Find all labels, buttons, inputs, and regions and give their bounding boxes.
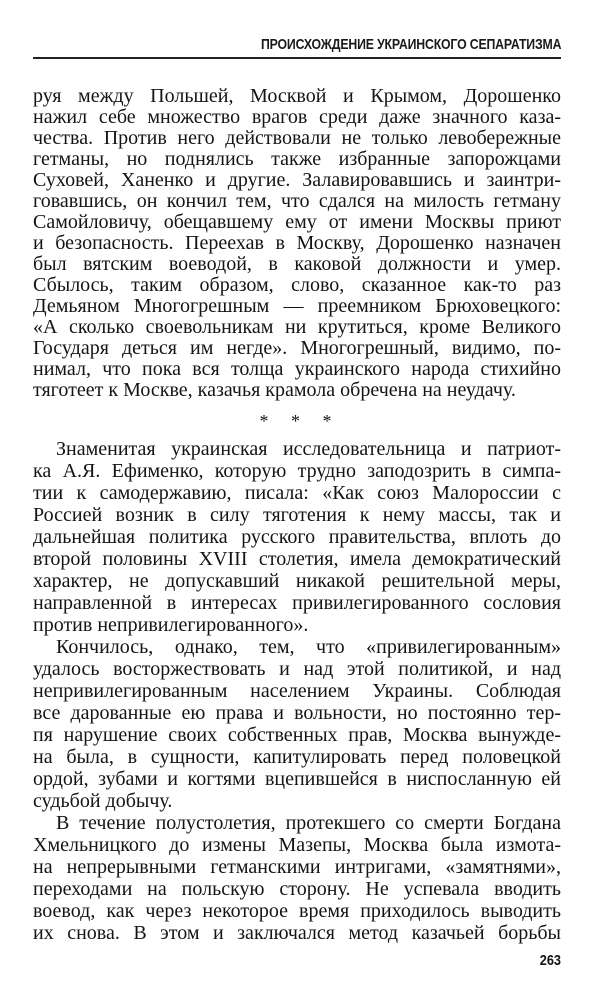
text-line: ордой, зубами и когтями вцепившейся в ниспосланную ей [33,768,561,790]
section-separator: * * * [259,411,341,431]
paragraph [33,438,561,636]
text-line: дальнейшая политика русского правительства, вплоть до [33,526,561,548]
text-line: непривилегированным населением Украины. Соблюдая [33,680,561,702]
text-line: Демьяном Многогрешным — преемником Брюховецкого: [33,295,561,317]
text-line: «А сколько своевольникам ни крутиться, кроме Великого [33,316,561,338]
text-line: и безопасность. Переехав в Москву, Дорошенко назначен [33,232,561,254]
text-line: тии к самодержавию, писала: «Как союз Малороссии с [33,482,561,504]
text-section-1 [33,86,561,401]
text-line: пя нарушение своих собственных прав, Москва вынужде- [33,724,561,746]
page-number: 263 [539,952,561,969]
text-line: Кончилось, однако, тем, что «привилегированным» [56,636,561,658]
text-line: переходами на польскую сторону. Не успевала вводить [33,878,561,900]
text-line: направленной в интересах привилегированного сословия [33,592,561,614]
paragraph [33,636,561,812]
text-line: говавшись, он кончил тем, что сдался на милость гетману [33,190,561,212]
text-line: руя между Польшей, Москвой и Крымом, Дорошенко [33,85,561,107]
paragraph [33,86,561,401]
text-section-2 [33,438,561,944]
text-line: ка А.Я. Ефименко, которую трудно заподозрить в симпа- [33,460,561,482]
text-line: их снова. В этом и заключался метод казачьей борьбы [33,922,561,944]
text-line: Самойловичу, обещавшему ему от имени Москвы приют [33,211,561,233]
text-line: удалось восторжествовать и над этой политикой, и над [33,658,561,680]
text-line: Суховей, Ханенко и другие. Залавировавшись и заинтри- [33,169,561,191]
text-line: Знаменитая украинская исследовательница и патриот- [56,438,561,460]
text-line: на была, в сущности, капитулировать перед половецкой [33,746,561,768]
text-line: Сбылось, таким образом, слово, сказанное как-то раз [33,274,561,296]
text-line: нажил себе множество врагов среди даже значного каза- [33,106,561,128]
text-line: Государя деться им негде». Многогрешный, видимо, по- [33,337,561,359]
text-line: был вятским воеводой, в каковой должности и умер. [33,253,561,275]
running-header-title: ПРОИСХОЖДЕНИЕ УКРАИНСКОГО СЕПАРАТИЗМА [260,36,561,53]
paragraph [33,812,561,944]
text-line: на непрерывными гетманскими интригами, «замятнями», [33,856,561,878]
text-line: против непривилегированного». [33,614,309,636]
text-line: В течение полустолетия, протекшего со смерти Богдана [56,812,561,834]
text-line: характер, не допускавший никакой решительной меры, [33,570,561,592]
text-line: второй половины XVIII столетия, имела демократический [33,548,561,570]
text-line: чества. Против него действовали не только левобережные [33,127,561,149]
text-line: нимал, что пока вся толща украинского народа стихийно [33,358,561,380]
text-line: все дарованные ею права и вольности, но постоянно тер- [33,702,561,724]
text-line: Хмельницкого до измены Мазепы, Москва была измота- [33,834,561,856]
text-line: судьбой добычу. [33,790,173,812]
text-line: воевод, как через некоторое время приходилось выводить [33,900,561,922]
header-rule [33,57,561,59]
text-line: гетманы, но поднялись также избранные запорожцами [33,148,561,170]
text-line: тяготеет к Москве, казачья крамола обречена на неудачу. [33,379,516,401]
text-line: Россией возник в силу тяготения к нему массы, так и [33,504,561,526]
